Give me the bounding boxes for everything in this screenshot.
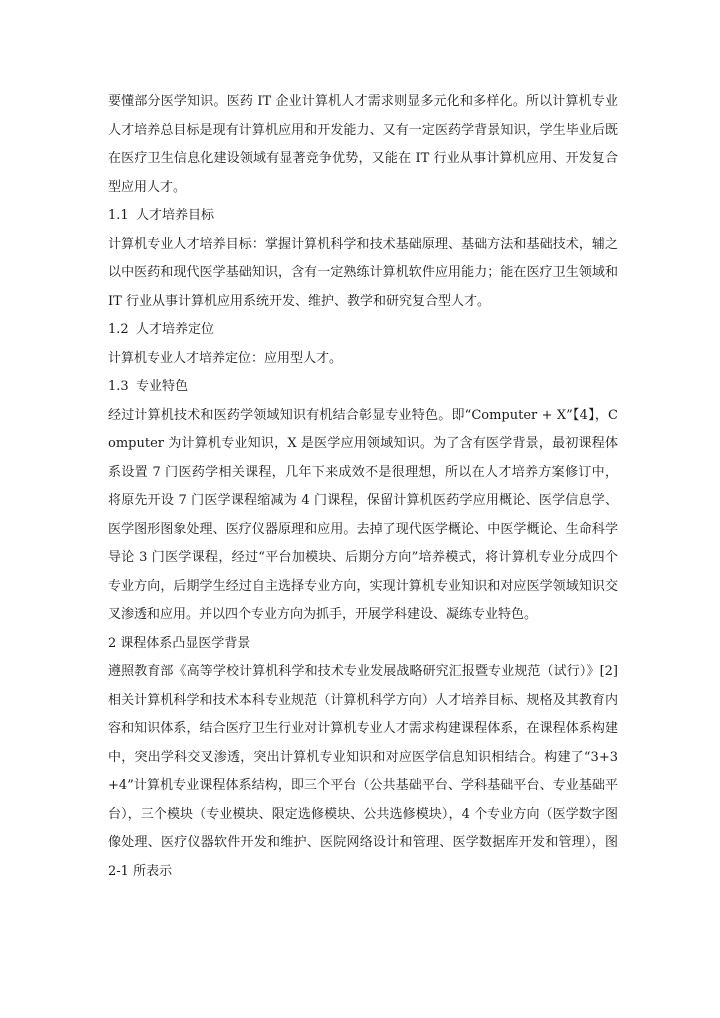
- section-title: 人才培养目标: [136, 208, 215, 223]
- section-2-paragraph: 遵照教育部《高等学校计算机科学和技术专业发展战略研究汇报暨专业规范（试行）》[2]相关计算机科学和技术本科专业规范（计算机科学方向）人才培养目标、规格及其教育内容和知识体系，结合医疗卫生行业对计算机专业人才需求构建课程体系，在课程体系构建中，突出学科交叉渗透，突出计算机专业知识和对应医学信息知识相结合。构建了“3+3+4”计算机专业课程体系结构，即三个平台（公共基础平台、学科基础平台、专业基础平台），三个模块（专业模块、限定选修模块、公共选修模块），4 个专业方向（医学数字图像处理、医疗仪器软件开发和维护、医院网络设计和管理、医学数据库开发和管理），图 2-1 所表示: [108, 664, 618, 879]
- section-title: 人才培养定位: [136, 322, 215, 337]
- section-title: 专业特色: [136, 379, 189, 394]
- section-1-1-paragraph: 计算机专业人才培养目标：掌握计算机科学和技术基础原理、基础方法和基础技术，辅之以中医药和现代医学基础知识，含有一定熟练计算机软件应用能力；能在医疗卫生领域和 IT 行业从事计算机应用系统开发、维护、教学和研究复合型人才。: [108, 236, 618, 309]
- section-1-2-paragraph: 计算机专业人才培养定位：应用型人才。: [108, 350, 343, 366]
- section-heading-1-1: [108, 202, 618, 231]
- section-heading-2: 2 课程体系凸显医学背景: [108, 635, 251, 651]
- section-number: 1.3: [108, 379, 129, 394]
- section-number: 1.1: [108, 208, 129, 223]
- intro-paragraph: 要懂部分医学知识。医药 IT 企业计算机人才需求则显多元化和多样化。所以计算机专业人才培养总目标是现有计算机应用和开发能力、又有一定医药学背景知识，学生毕业后既在医疗卫生信息化建设领域有显著竞争优势，又能在 IT 行业从事计算机应用、开发复合型应用人才。: [108, 94, 618, 195]
- section-1-3-paragraph: 经过计算机技术和医药学领域知识有机结合彰显专业特色。即“Computer + X”【4】，Computer 为计算机专业知识，X 是医学应用领域知识。为了含有医学背景，最初课程体系设置 7 门医药学相关课程，几年下来成效不是很理想，所以在人才培养方案修订中，将原先开设 7 门医学课程缩减为 4 门课程，保留计算机医药学应用概论、医学信息学、医学图形图象处理、医疗仪器原理和应用。去掉了现代医学概论、中医学概论、生命科学导论 3 门医学课程，经过“平台加模块、后期分方向”培养模式，将计算机专业分成四个专业方向，后期学生经过自主选择专业方向，实现计算机专业知识和对应医学领域知识交叉渗透和应用。并以四个专业方向为抓手，开展学科建设、凝练专业特色。: [108, 407, 618, 622]
- section-heading-1-2: [108, 316, 618, 345]
- section-heading-1-3: [108, 373, 618, 402]
- section-number: 1.2: [108, 322, 129, 337]
- document-page: [108, 88, 618, 886]
